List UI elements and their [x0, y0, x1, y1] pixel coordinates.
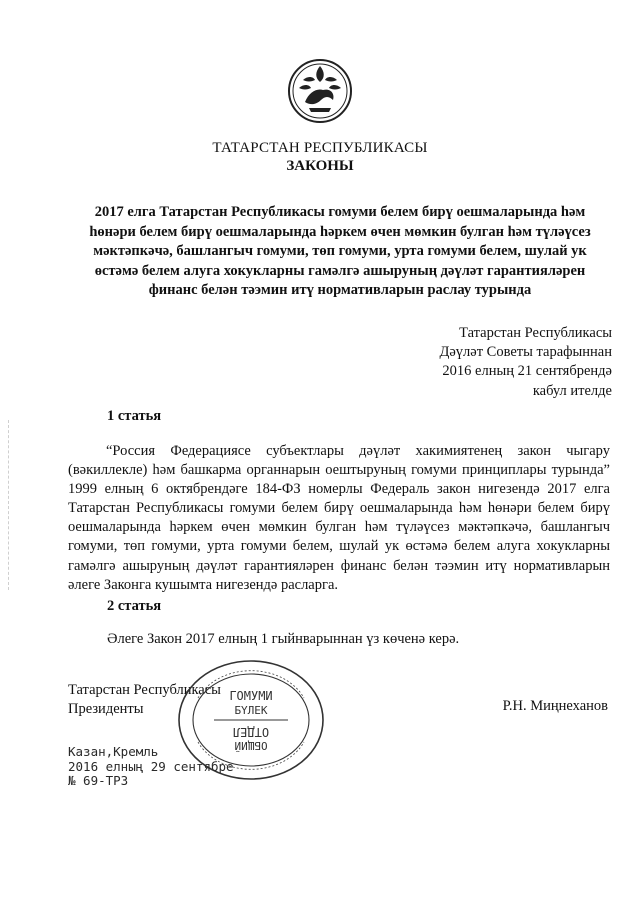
scan-edge-mark: [8, 420, 10, 590]
adoption-line: Дәүләт Советы тарафыннан: [439, 344, 612, 361]
adoption-line: 2016 елның 21 сентябрендә: [442, 363, 612, 380]
law-title-line: 2017 елга Татарстан Республикасы гомуми белем бирү оешмаларында һәм: [94, 204, 586, 220]
signatory-title-line: Татарстан Республикасы: [68, 682, 221, 698]
stamp-line-3: ОБЩИЙ: [234, 739, 268, 752]
law-title: [70, 203, 610, 301]
law-title-line: өстәмә белем алуга хокукларны гамәлгә ашыруның дәүләт гарантияләрен: [94, 262, 586, 279]
stamp-line-1: ГОМУМИ: [229, 689, 273, 703]
article-2-body: Әлеге Закон 2017 елның 1 гыйнварыннан үз көченә керә.: [107, 631, 460, 647]
coat-of-arms-emblem: [287, 58, 353, 124]
article-1-body: “Россия Федерациясе субъектлары дәүләт хакимиятенең закон чыгару (вәкиллекле) һәм башкарма органнарын оештыруның гомуми принциплары турында” 1999 елның 6 октябрендәге 184-ФЗ номерлы Федераль закон нигезендә 2017 елга Татарстан Республикасы гомуми белем бирү оешмаларында һәм һөнәри белем бирү оешмаларында һәркем өчен мөмкин булган һәм түләүсез мәктәпкәчә, башлангыч гомуми, төп гомуми, урта гомуми белем, шулай ук өстәмә белем алуга хокукларны гамәлгә ашыруның дәүләт гарантияләрен финанс белән тәэмин итү нормативларын әлеге Законга кушымта нигезендә расларга.: [68, 443, 610, 593]
document-type: ЗАКОНЫ: [286, 158, 354, 174]
law-title-line: һөнәри белем бирү оешмаларында һәркем өчен мөмкин булган һәм түләүсез: [89, 223, 591, 240]
footer-line: № 69-ТРЗ: [68, 773, 129, 788]
republic-name: ТАТАРСТАН РЕСПУБЛИКАСЫ: [212, 140, 428, 156]
stamp-line-4: ОТДЕЛ: [232, 725, 270, 739]
stamp-line-2: БҮЛЕК: [234, 704, 268, 717]
place-date-number-block: [68, 745, 234, 789]
article-2-heading: 2 статья: [107, 598, 162, 614]
article-1-heading: 1 статья: [107, 408, 162, 424]
adoption-block: [439, 324, 612, 401]
adoption-line: Татарстан Республикасы: [459, 325, 612, 341]
footer-line: Казан,Кремль: [68, 744, 159, 759]
law-title-line: мәктәпкәчә, башлангыч гомуми, төп гомуми, урта гомуми белем, шулай ук: [93, 243, 587, 260]
footer-line: 2016 елның 29 сентябре: [68, 758, 234, 774]
law-title-line: финанс белән тәэмин итү нормативларын раслау турында: [148, 282, 532, 299]
signatory-name: Р.Н. Миңнеханов: [502, 698, 608, 714]
signatory-title-line: Президенты: [68, 701, 144, 717]
adoption-line: кабул ителде: [532, 382, 612, 399]
